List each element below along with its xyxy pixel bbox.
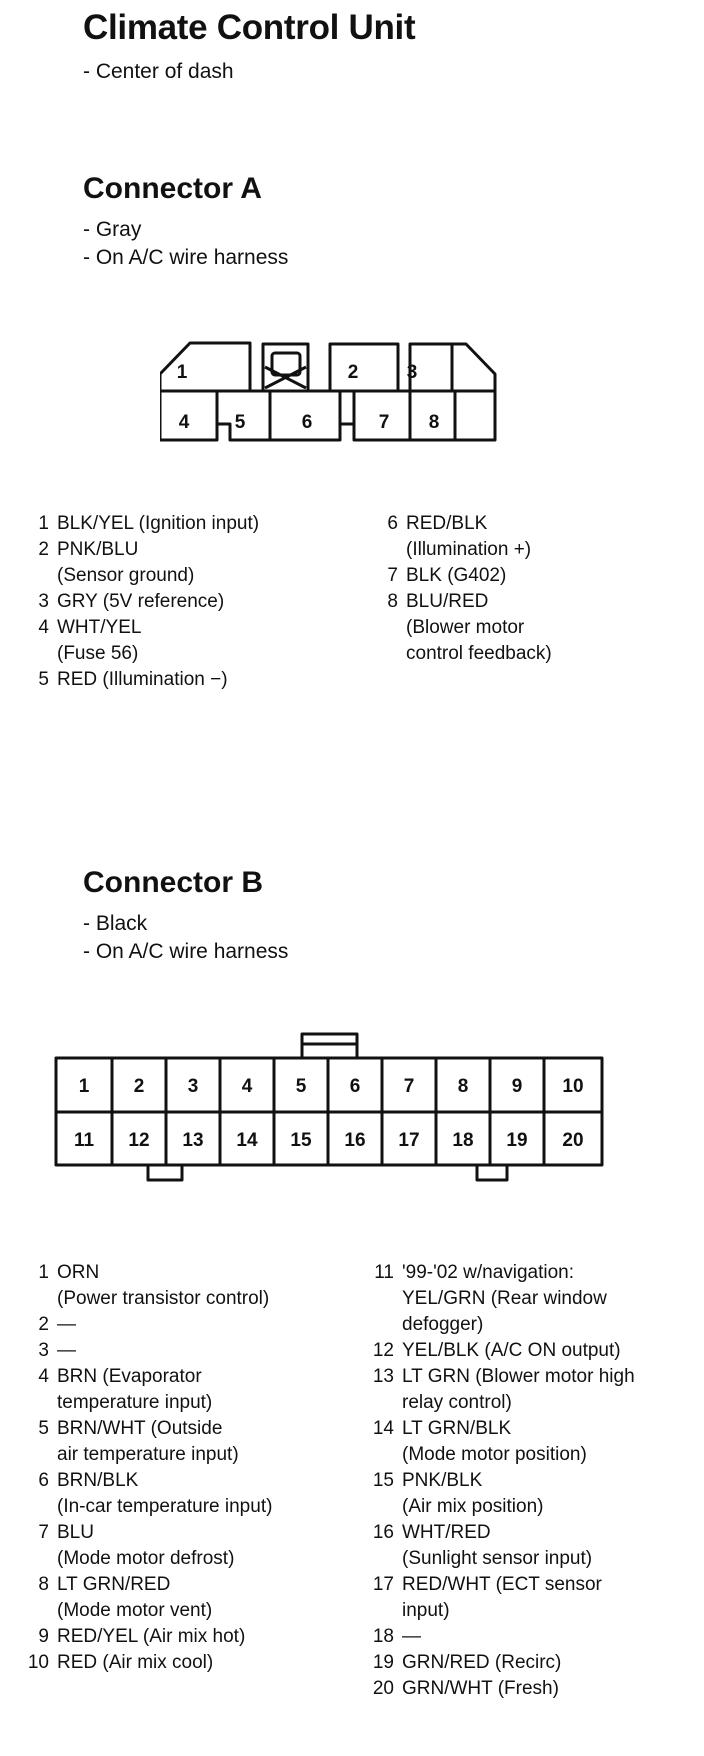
pin-row [380, 563, 552, 589]
connector-a-title: Connector A [83, 172, 262, 205]
pin-row [380, 589, 552, 667]
connector-b-pin-6: 6 [349, 1076, 361, 1097]
pin-description: WHT/YEL (Fuse 56) [57, 617, 142, 664]
pin-row [367, 1416, 635, 1468]
pin-row [367, 1520, 635, 1572]
pin-number: 7 [38, 1522, 49, 1543]
connector-a-pin-list-right [380, 511, 552, 667]
pin-description: BRN/BLK (In-car temperature input) [57, 1470, 273, 1517]
connector-b-pin-12: 12 [128, 1130, 150, 1151]
pin-description: YEL/BLK (A/C ON output) [402, 1340, 621, 1361]
pin-number: 20 [372, 1678, 394, 1699]
pin-description: BRN/WHT (Outside air temperature input) [57, 1418, 239, 1465]
connector-b-pin-20: 20 [562, 1130, 584, 1151]
pin-row [367, 1624, 635, 1650]
pin-description: PNK/BLU (Sensor ground) [57, 539, 195, 586]
pin-row [31, 537, 259, 589]
connector-b-pin-list-left [18, 1260, 272, 1676]
connector-a-pin-3: 3 [406, 362, 418, 383]
pin-description: RED (Illumination −) [57, 669, 228, 690]
connector-a-pin-6: 6 [301, 412, 313, 433]
connector-b-location-note: - On A/C wire harness [83, 940, 289, 963]
connector-b-pin-4: 4 [241, 1076, 253, 1097]
pin-row [367, 1572, 635, 1624]
pin-number: 16 [372, 1522, 394, 1543]
pin-description: — [57, 1314, 76, 1335]
pin-row [18, 1364, 272, 1416]
pin-row [367, 1260, 635, 1338]
pin-number: 18 [372, 1626, 394, 1647]
pin-number: 2 [38, 1314, 49, 1335]
pin-number: 11 [374, 1262, 394, 1283]
pin-description: RED/WHT (ECT sensor input) [402, 1574, 602, 1621]
pin-description: LT GRN/RED (Mode motor vent) [57, 1574, 213, 1621]
pin-description: LT GRN (Blower motor high relay control) [402, 1366, 635, 1413]
connector-b-diagram [52, 1030, 608, 1190]
connector-b-pin-18: 18 [452, 1130, 474, 1151]
pin-number: 4 [38, 1366, 49, 1387]
connector-a-color-note: - Gray [83, 218, 142, 241]
connector-a-pin-list-left [31, 511, 259, 693]
connector-b-title: Connector B [83, 866, 263, 899]
pin-row [367, 1468, 635, 1520]
pin-description: '99-'02 w/navigation: YEL/GRN (Rear window defogger) [402, 1262, 607, 1335]
pin-description: BLK/YEL (Ignition input) [57, 513, 260, 534]
pin-number: 9 [38, 1626, 49, 1647]
pin-row [18, 1416, 272, 1468]
connector-b-pin-8: 8 [457, 1076, 469, 1097]
pin-description: PNK/BLK (Air mix position) [402, 1470, 544, 1517]
connector-a-pin-7: 7 [378, 412, 390, 433]
pin-description: ORN (Power transistor control) [57, 1262, 270, 1309]
pin-description: RED/BLK (Illumination +) [406, 513, 532, 560]
pin-number: 3 [38, 591, 49, 612]
pin-description: GRN/RED (Recirc) [402, 1652, 562, 1673]
pin-row [18, 1572, 272, 1624]
pin-row [367, 1676, 635, 1702]
connector-b-pin-9: 9 [511, 1076, 523, 1097]
connector-b-pin-7: 7 [403, 1076, 415, 1097]
connector-b-pin-16: 16 [344, 1130, 366, 1151]
pin-number: 2 [38, 539, 49, 560]
pin-row [18, 1338, 272, 1364]
connector-b-pin-17: 17 [398, 1130, 420, 1151]
pin-description: GRY (5V reference) [57, 591, 225, 612]
connector-b-pin-14: 14 [236, 1130, 258, 1151]
connector-b-color-note: - Black [83, 912, 148, 935]
pin-number: 6 [387, 513, 398, 534]
connector-b-pin-2: 2 [133, 1076, 145, 1097]
pin-row [18, 1468, 272, 1520]
pin-number: 8 [38, 1574, 49, 1595]
pin-row [380, 511, 552, 563]
connector-b-pin-5: 5 [295, 1076, 307, 1097]
pin-description: — [402, 1626, 421, 1647]
page-title: Climate Control Unit [83, 8, 416, 47]
pin-row [31, 667, 259, 693]
location-note: - Center of dash [83, 60, 234, 83]
pin-description: RED/YEL (Air mix hot) [57, 1626, 246, 1647]
pin-row [18, 1650, 272, 1676]
pin-number: 5 [38, 669, 49, 690]
connector-a-location-note: - On A/C wire harness [83, 246, 289, 269]
pin-number: 17 [372, 1574, 394, 1595]
pin-number: 14 [372, 1418, 394, 1439]
connector-b-pin-3: 3 [187, 1076, 199, 1097]
connector-a-pin-4: 4 [178, 412, 190, 433]
connector-b-pin-15: 15 [290, 1130, 312, 1151]
connector-b-pin-19: 19 [506, 1130, 528, 1151]
pin-description: BLU/RED (Blower motor control feedback) [406, 591, 552, 664]
pin-row [18, 1260, 272, 1312]
pin-number: 19 [372, 1652, 394, 1673]
connector-b-pin-1: 1 [78, 1076, 90, 1097]
connector-a-pin-8: 8 [428, 412, 440, 433]
pin-row [31, 589, 259, 615]
connector-b-pin-13: 13 [182, 1130, 204, 1151]
pin-number: 15 [372, 1470, 394, 1491]
pin-number: 10 [27, 1652, 49, 1673]
pin-description: WHT/RED (Sunlight sensor input) [402, 1522, 593, 1569]
pin-description: GRN/WHT (Fresh) [402, 1678, 559, 1699]
connector-a-pin-1: 1 [176, 362, 188, 383]
pin-number: 6 [38, 1470, 49, 1491]
pin-description: RED (Air mix cool) [57, 1652, 214, 1673]
pin-row [31, 511, 259, 537]
pin-row [31, 615, 259, 667]
pin-number: 8 [387, 591, 398, 612]
pin-number: 1 [38, 513, 49, 534]
pin-row [367, 1650, 635, 1676]
pin-number: 4 [38, 617, 49, 638]
pin-description: BRN (Evaporator temperature input) [57, 1366, 213, 1413]
connector-b-pin-list-right [367, 1260, 635, 1702]
pin-row [18, 1624, 272, 1650]
pin-number: 12 [372, 1340, 394, 1361]
pin-number: 1 [38, 1262, 49, 1283]
pin-number: 5 [38, 1418, 49, 1439]
pin-description: BLU (Mode motor defrost) [57, 1522, 235, 1569]
connector-a-pin-5: 5 [234, 412, 246, 433]
pin-description: — [57, 1340, 76, 1361]
pin-description: LT GRN/BLK (Mode motor position) [402, 1418, 587, 1465]
pin-row [18, 1520, 272, 1572]
connector-a-pin-2: 2 [347, 362, 359, 383]
connector-a-diagram [160, 340, 500, 452]
pin-row [18, 1312, 272, 1338]
connector-b-pin-10: 10 [562, 1076, 584, 1097]
pin-number: 7 [387, 565, 398, 586]
pin-row [367, 1338, 635, 1364]
pin-row [367, 1364, 635, 1416]
pin-description: BLK (G402) [406, 565, 507, 586]
connector-b-pin-11: 11 [73, 1130, 95, 1151]
pin-number: 3 [38, 1340, 49, 1361]
pin-number: 13 [372, 1366, 394, 1387]
